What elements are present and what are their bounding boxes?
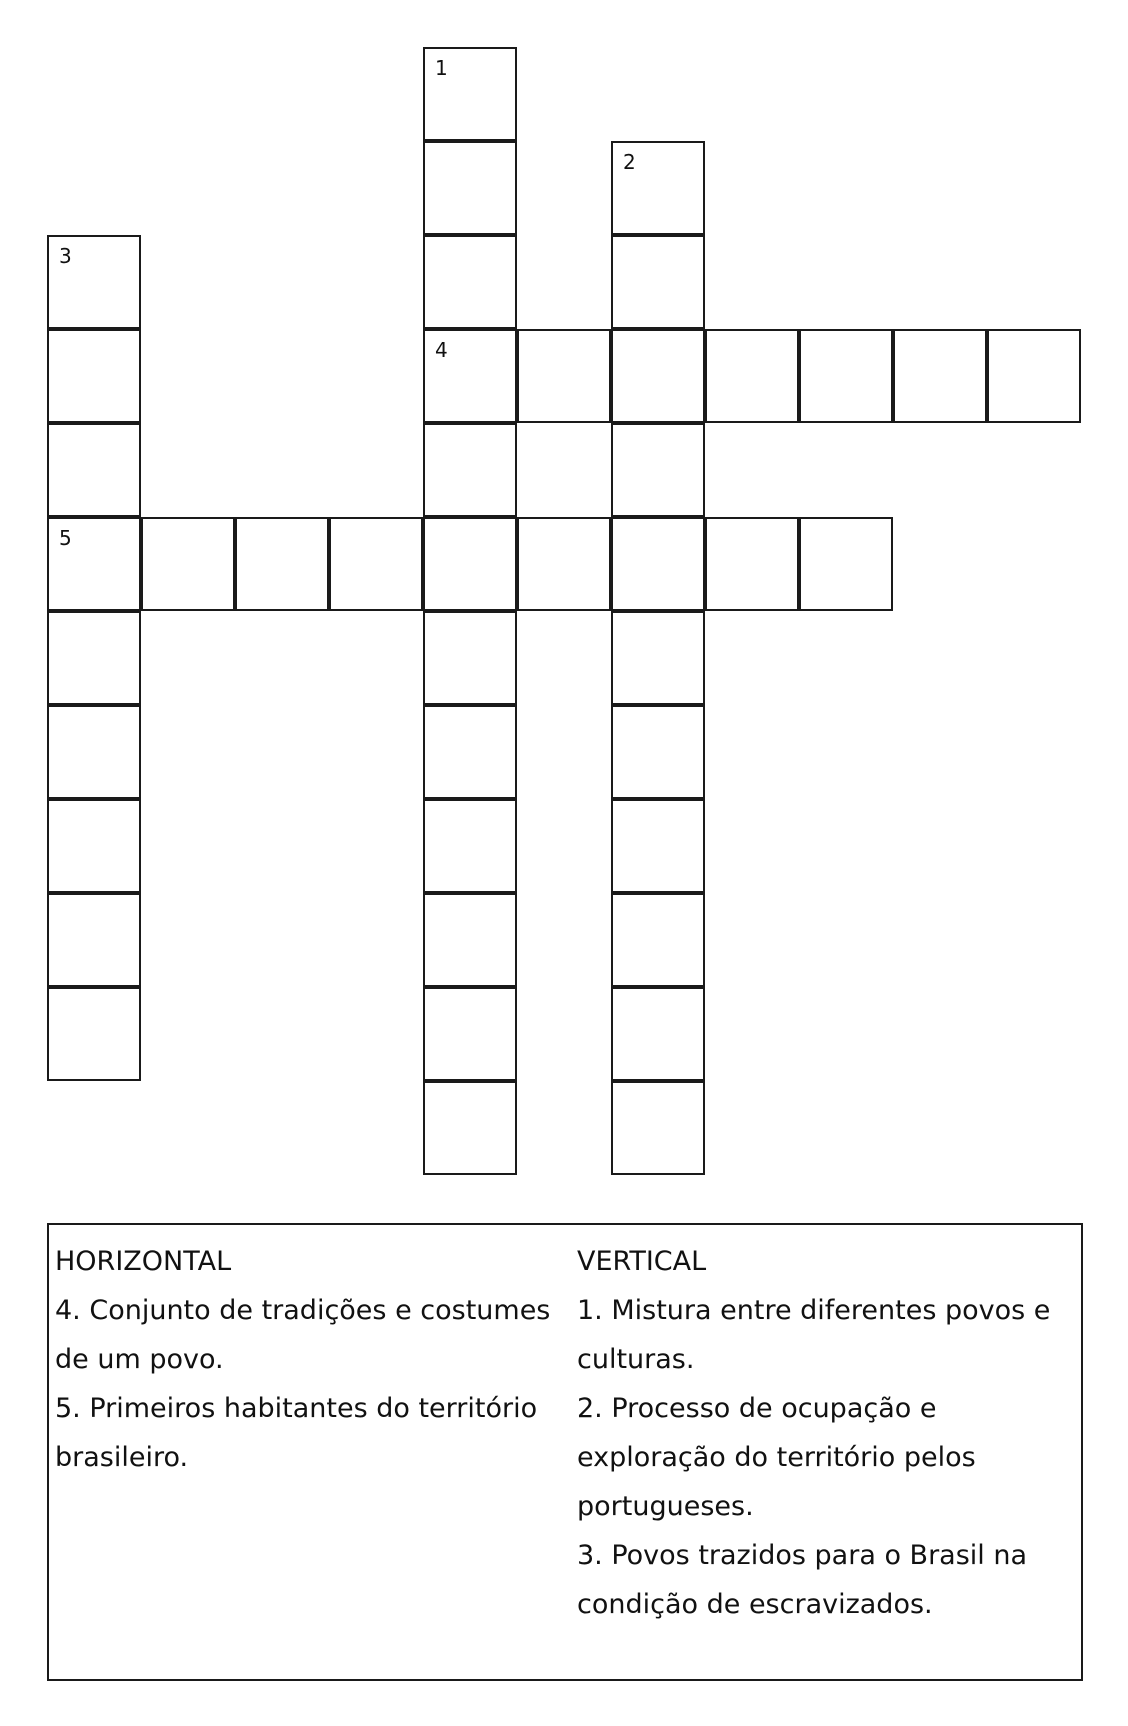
horizontal-clues	[55, 1237, 560, 1482]
crossword-cell[interactable]	[799, 329, 893, 423]
vertical-clues	[577, 1237, 1077, 1629]
crossword-cell[interactable]	[423, 141, 517, 235]
crossword-cell[interactable]	[47, 517, 141, 611]
crossword-cell[interactable]	[47, 893, 141, 987]
crossword-cell[interactable]	[611, 329, 705, 423]
crossword-cell[interactable]	[893, 329, 987, 423]
crossword-cell[interactable]	[47, 235, 141, 329]
crossword-cell[interactable]	[47, 329, 141, 423]
crossword-cell[interactable]	[423, 423, 517, 517]
clues-box	[47, 1223, 1083, 1681]
clue-line: 3. Povos trazidos para o Brasil na	[577, 1540, 1028, 1571]
crossword-cell[interactable]	[517, 517, 611, 611]
crossword-cell[interactable]	[47, 611, 141, 705]
crossword-cell[interactable]	[47, 705, 141, 799]
crossword-cell[interactable]	[47, 799, 141, 893]
crossword-cell[interactable]	[611, 141, 705, 235]
clue-number: 1	[435, 56, 448, 80]
crossword-cell[interactable]	[799, 517, 893, 611]
crossword-cell[interactable]	[141, 517, 235, 611]
vertical-heading: VERTICAL	[577, 1246, 707, 1277]
crossword-cell[interactable]	[611, 235, 705, 329]
crossword-cell[interactable]	[423, 1081, 517, 1175]
clue-number: 2	[623, 150, 636, 174]
crossword-cell[interactable]	[423, 611, 517, 705]
crossword-cell[interactable]	[423, 235, 517, 329]
clue-line: 1. Mistura entre diferentes povos e	[577, 1295, 1051, 1326]
crossword-cell[interactable]	[987, 329, 1081, 423]
clue-number: 3	[59, 244, 72, 268]
clue-line: brasileiro.	[55, 1442, 189, 1473]
clue-line: 4. Conjunto de tradições e costumes	[55, 1295, 551, 1326]
crossword-cell[interactable]	[517, 329, 611, 423]
clue-line: 5. Primeiros habitantes do território	[55, 1393, 538, 1424]
crossword-cell[interactable]	[611, 611, 705, 705]
crossword-cell[interactable]	[611, 1081, 705, 1175]
clue-number: 5	[59, 526, 72, 550]
crossword-cell[interactable]	[423, 893, 517, 987]
crossword-cell[interactable]	[235, 517, 329, 611]
clue-line: 2. Processo de ocupação e	[577, 1393, 937, 1424]
crossword-cell[interactable]	[423, 517, 517, 611]
clue-line: exploração do território pelos	[577, 1442, 976, 1473]
crossword-cell[interactable]	[705, 517, 799, 611]
clue-number: 4	[435, 338, 448, 362]
crossword-cell[interactable]	[423, 987, 517, 1081]
crossword-cell[interactable]	[47, 987, 141, 1081]
crossword-cell[interactable]	[705, 329, 799, 423]
clue-line: portugueses.	[577, 1491, 754, 1522]
crossword-cell[interactable]	[611, 423, 705, 517]
clue-line: culturas.	[577, 1344, 695, 1375]
crossword-cell[interactable]	[611, 893, 705, 987]
crossword-cell[interactable]	[611, 987, 705, 1081]
crossword-cell[interactable]	[611, 799, 705, 893]
crossword-cell[interactable]	[423, 705, 517, 799]
clue-line: condição de escravizados.	[577, 1589, 933, 1620]
crossword-cell[interactable]	[423, 799, 517, 893]
horizontal-heading: HORIZONTAL	[55, 1246, 232, 1277]
crossword-cell[interactable]	[611, 517, 705, 611]
crossword-cell[interactable]	[423, 47, 517, 141]
crossword-cell[interactable]	[329, 517, 423, 611]
crossword-cell[interactable]	[423, 329, 517, 423]
crossword-cell[interactable]	[47, 423, 141, 517]
crossword-cell[interactable]	[611, 705, 705, 799]
clue-line: de um povo.	[55, 1344, 224, 1375]
